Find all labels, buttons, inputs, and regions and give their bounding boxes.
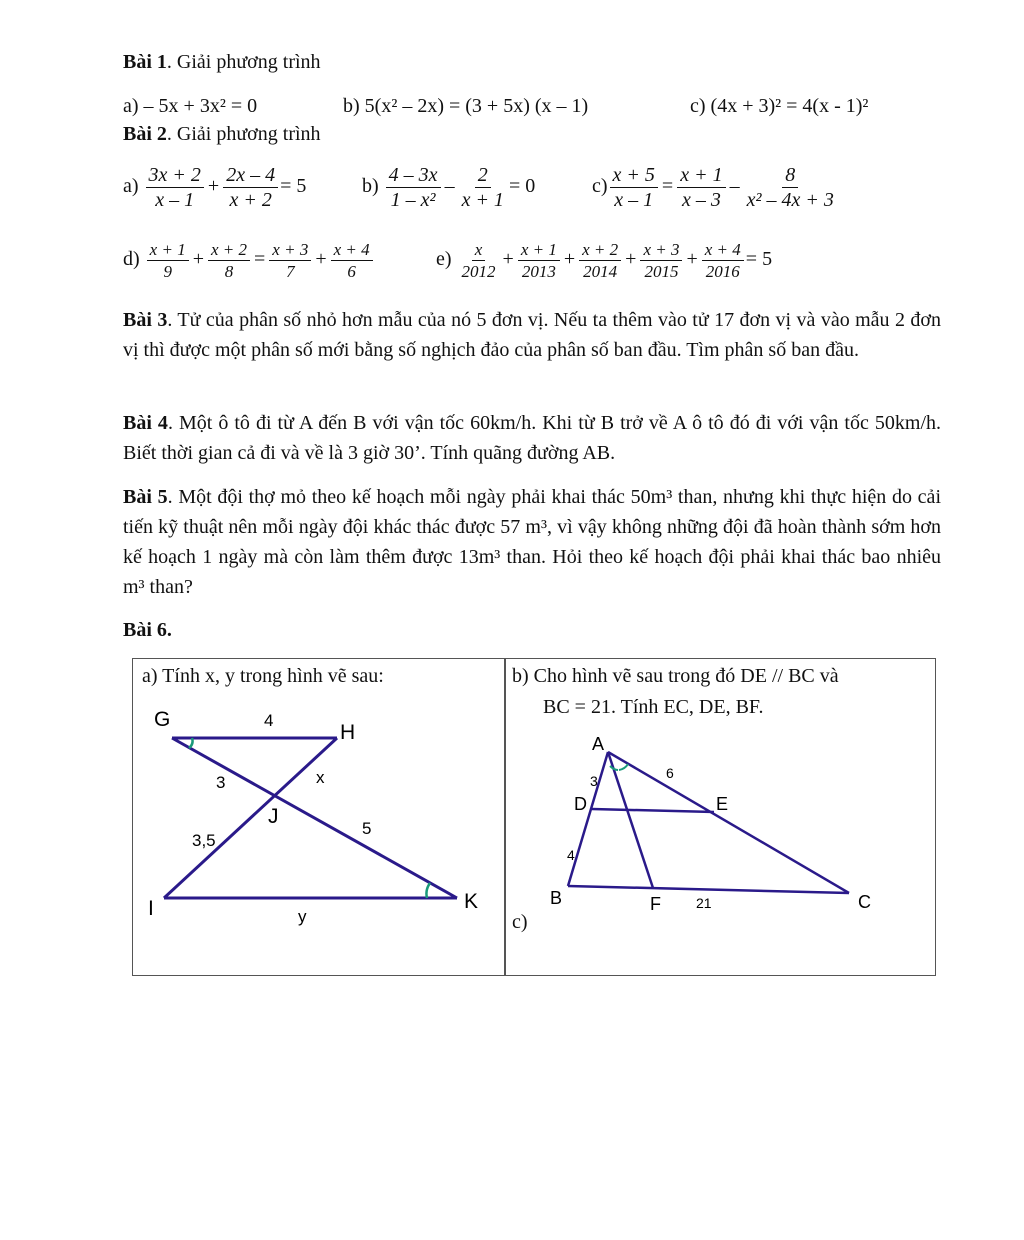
label-g: G: [154, 708, 171, 731]
bai2-title: Bài 2. Giải phương trình: [123, 123, 321, 145]
label-a: A: [592, 734, 605, 754]
seg-gk: [172, 738, 457, 898]
angle-mark-k: [426, 883, 430, 898]
label-ad: 3: [590, 773, 598, 789]
label-d: D: [574, 794, 587, 814]
label-f: F: [650, 894, 661, 914]
bai6-title: Bài 6.: [123, 619, 172, 641]
label-c: C: [858, 892, 871, 912]
bai1-title: Bài 1. Giải phương trình: [123, 51, 321, 73]
label-ik: y: [298, 907, 307, 926]
label-h: H: [340, 721, 356, 744]
seg-ab: [568, 752, 608, 886]
seg-ac: [608, 752, 849, 893]
bai1-a: a) – 5x + 3x² = 0: [123, 95, 258, 117]
figure-abc: [504, 726, 934, 946]
seg-af: [608, 752, 653, 888]
bai4-paragraph: Bài 4. Một ô tô đi từ A đến B với vận tốc 60km/h. Khi từ B trở về A ô tô đó đi với vận tốc 50km/h. Biết thời gian cả đi và về là 3 giờ 30’. Tính quãng đường AB.: [123, 412, 941, 464]
label-db: 4: [567, 847, 575, 863]
seg-bc: [568, 886, 849, 893]
bai2-d: d) $\frac{x + 1}{9}$ + $\frac{x + 2}{8}$ = $\frac{x + 3}{7}$ + $\frac{x + 4}{6}$: [123, 240, 375, 281]
seg-de: [592, 809, 714, 812]
label-ij: 3,5: [192, 831, 216, 850]
label-i: I: [148, 897, 154, 920]
seg-hi: [164, 738, 337, 898]
angle-mark-a2: [619, 764, 628, 770]
label-ae: 6: [666, 765, 674, 781]
label-gh: 4: [264, 711, 274, 730]
bai6-left-caption: a) Tính x, y trong hình vẽ sau:: [142, 665, 384, 687]
bai2-e: e) $\frac{x}{2012}$ + $\frac{x + 1}{2013}$ + $\frac{x + 2}{2014}$ + $\frac{x + 3}{2015}$ + $\frac{x + 4}{2016}$ = 5: [436, 240, 773, 281]
label-gj: 3: [216, 773, 226, 792]
figure-ghijk: [132, 690, 504, 950]
bai2-c: c) $\frac{x + 5}{x - 1}$ = $\frac{x + 1}{x - 3}$ – $\frac{8}{\text{x² – 4x + 3}}$: [592, 164, 834, 211]
label-bc: 21: [696, 895, 712, 911]
bai3-paragraph: Bài 3. Tử của phân số nhỏ hơn mẫu của nó 5 đơn vị. Nếu ta thêm vào tử 17 đơn vị và vào mẫu 2 đơn vị thì được một phân số mới bằng số nghịch đảo của phân số ban đầu. Tìm phân số ban đầu.: [123, 309, 941, 361]
bai6-right-caption-1: b) Cho hình vẽ sau trong đó DE // BC và: [512, 665, 839, 687]
bai1-b: b) 5(x² – 2x) = (3 + 5x) (x – 1): [343, 95, 589, 117]
label-j: J: [268, 805, 279, 828]
label-hj: x: [316, 768, 325, 787]
label-e: E: [716, 794, 729, 814]
bai1-c: c) (4x + 3)² = 4(x - 1)²: [690, 95, 869, 117]
bai5-paragraph: Bài 5. Một đội thợ mỏ theo kế hoạch mỗi ngày phải khai thác 50m³ than, nhưng khi thực hiện do cải tiến kỹ thuật nên mỗi ngày đội khác thác được 57 m³, vì vậy không những đội đã hoàn thành sớm hơn kế hoạch 1 ngày mà còn làm thêm được 13m³ than. Hỏi theo kế hoạch đội phải khai thác bao nhiêu m³ than?: [123, 486, 941, 598]
label-b: B: [550, 888, 563, 908]
bai2-a: a) $\frac{3x + 2}{x - 1}$ + $\frac{2x - 4}{x + 2}$ = 5: [123, 164, 307, 211]
bai6-right-caption-2: BC = 21. Tính EC, DE, BF.: [543, 696, 764, 718]
bai2-b: b) $\frac{4 - 3x}{\text{1 – x²}}$ – $\frac{2}{x + 1}$ = 0: [362, 164, 536, 211]
bai6-right-extra: c): [512, 911, 528, 933]
label-jk: 5: [362, 819, 372, 838]
label-k: K: [464, 890, 479, 913]
